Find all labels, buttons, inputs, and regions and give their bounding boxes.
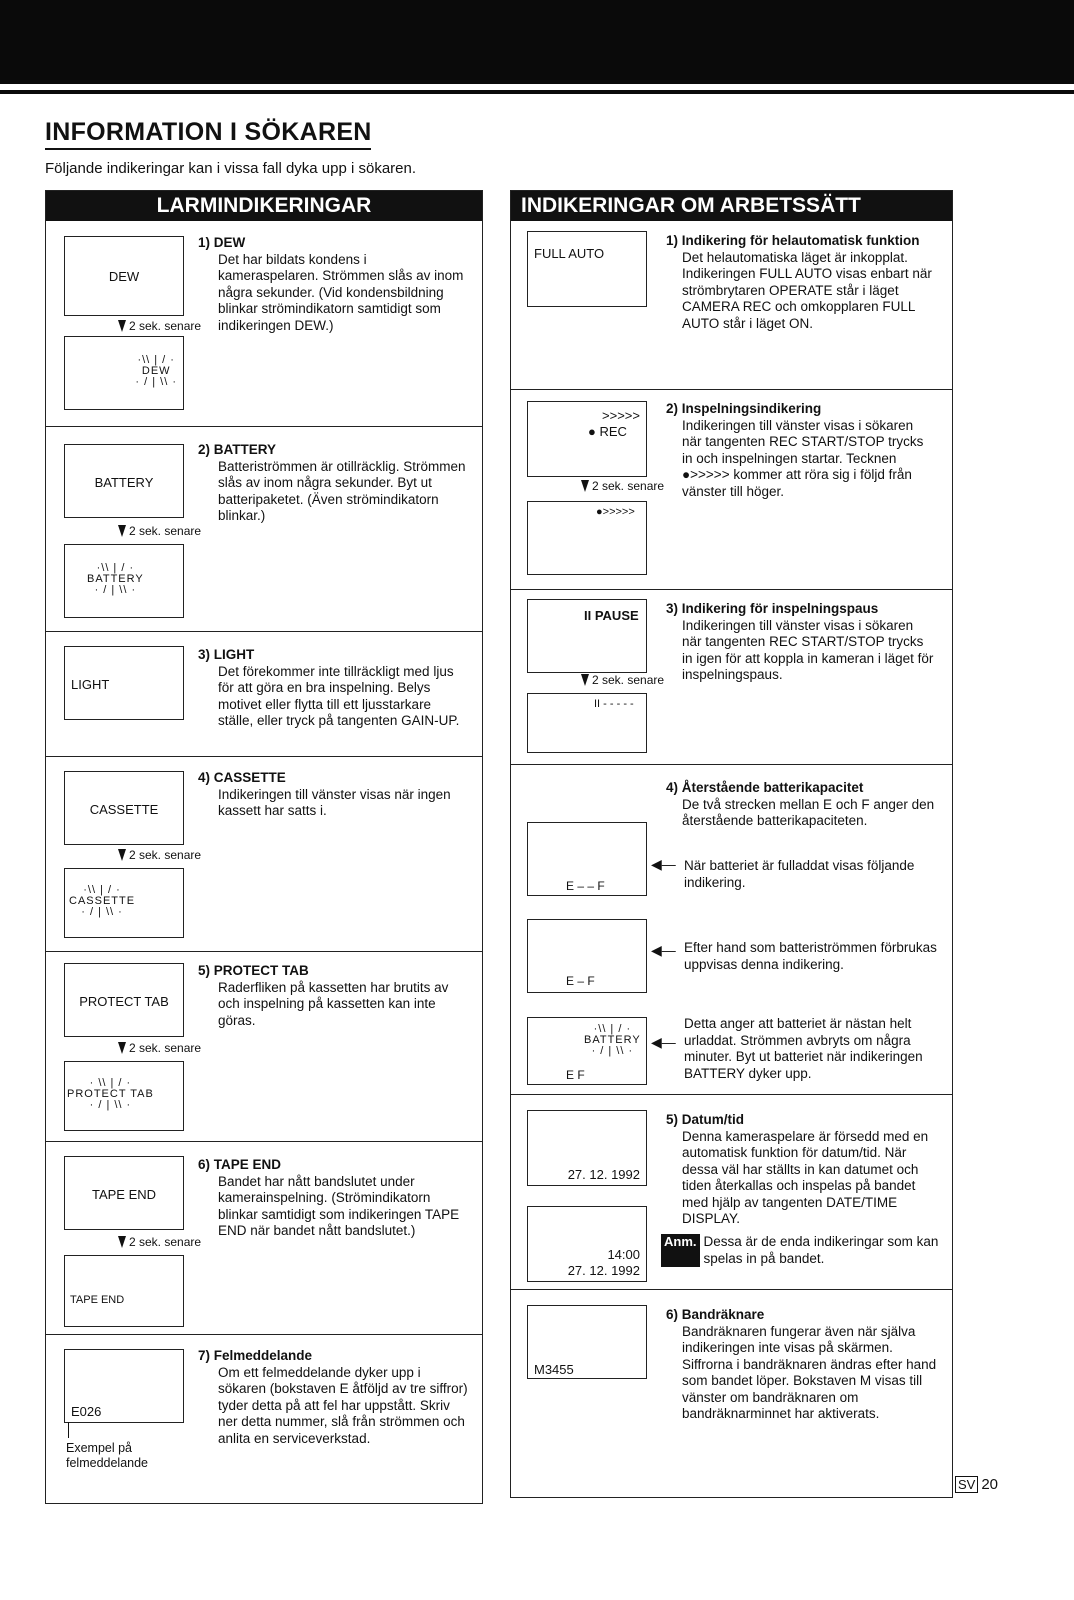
vf-text: E – F xyxy=(566,974,595,988)
section-light xyxy=(46,631,482,757)
section-dew xyxy=(46,221,482,427)
alarm-header: LARMINDIKERINGAR xyxy=(46,191,482,221)
later-label: 2 sek. senare xyxy=(129,524,202,538)
counter-text xyxy=(666,1307,941,1423)
vf-text: TAPE END xyxy=(91,1187,157,1202)
viewfinder-date xyxy=(527,1110,647,1186)
viewfinder-light xyxy=(64,646,184,720)
section-protect-tab xyxy=(46,951,482,1142)
item-body: Batteriströmmen är otillräcklig. Strömmen slås av inom några sekunder. Byt ut batteripaketet. (Även strömindikatorn blinkar.) xyxy=(218,458,466,523)
vf-text: DEW xyxy=(108,269,140,284)
blinking-indicator: ·\\ | / · BATTERY · / | \\ · xyxy=(584,1023,641,1057)
pause-text xyxy=(666,601,936,684)
item-body: Det förekommer inte tillräckligt med ljus för att göra en bra inspelning. Belys motivet eller flytta till ett ljusstarkare ställe, eller tryck på tangenten GAIN-UP. xyxy=(218,663,460,728)
note-badge: Anm. xyxy=(661,1234,700,1267)
later-arrow xyxy=(118,524,201,538)
top-rule xyxy=(0,90,1074,94)
item-body: Denna kameraspelare är försedd med en automatisk funktion för datum/tid. När dessa väl har ställts in kan datumet och tiden återkallas och inspelas på bandet med hjälp av tangenten DATE/TIME DISPLAY. xyxy=(682,1128,929,1226)
section-battery-capacity xyxy=(511,764,952,1095)
cassette-text xyxy=(198,770,470,820)
item-body: Indikeringen till vänster visas i sökaren när tangenten REC START/STOP trycks in igen för att koppla in kameran i läget för inspelningspaus. xyxy=(682,617,934,682)
light-text xyxy=(198,647,470,730)
item-heading: 2) BATTERY xyxy=(198,442,277,457)
vf-text: TAPE END xyxy=(70,1294,125,1306)
vf-text: LIGHT xyxy=(71,677,110,692)
note-text: Dessa är de enda indikeringar som kan spelas in på bandet. xyxy=(703,1234,939,1266)
section-rec xyxy=(511,389,952,590)
vf-text: PROTECT TAB xyxy=(79,994,169,1009)
viewfinder-protect-tab xyxy=(64,963,184,1037)
viewfinder-rec xyxy=(527,401,647,477)
vf-text: 27. 12. 1992 xyxy=(567,1167,640,1182)
datetime-text xyxy=(666,1112,941,1228)
blinking-indicator: ·\\ | / · BATTERY · / | \\ · xyxy=(87,562,144,596)
later-arrow xyxy=(118,848,201,862)
rec-text xyxy=(666,401,936,500)
vf-text: II - - - - - xyxy=(594,698,634,710)
item-heading: 4) CASSETTE xyxy=(198,770,286,785)
top-banner xyxy=(0,0,1074,84)
section-tape-end xyxy=(46,1141,482,1335)
title-underline xyxy=(45,148,371,150)
alarm-indications-panel xyxy=(45,190,483,1504)
item-heading: 1) DEW xyxy=(198,235,246,250)
error-caption: Exempel på felmeddelande xyxy=(66,1441,149,1470)
left-arrow-icon: ◀— xyxy=(651,856,676,872)
dew-text xyxy=(198,235,470,334)
later-label: 2 sek. senare xyxy=(129,319,202,333)
viewfinder-dew xyxy=(64,236,184,316)
item-heading: 5) PROTECT TAB xyxy=(198,963,309,978)
item-body: Raderfliken på kassetten har brutits av och inspelning på kassetten kan inte göras. xyxy=(218,979,449,1028)
viewfinder-protect-tab-blink xyxy=(64,1061,184,1131)
battery-text xyxy=(198,442,470,525)
datetime-note xyxy=(661,1234,941,1267)
lang-badge: SV xyxy=(955,1476,978,1493)
viewfinder-error xyxy=(64,1349,184,1423)
protect-tab-text xyxy=(198,963,470,1029)
page-title: INFORMATION I SÖKAREN xyxy=(45,118,372,146)
later-label: 2 sek. senare xyxy=(129,1041,202,1055)
vf-text: CASSETTE xyxy=(89,802,159,817)
item-heading: 3) LIGHT xyxy=(198,647,255,662)
caption-leader xyxy=(68,1422,69,1438)
section-cassette xyxy=(46,756,482,952)
later-arrow xyxy=(118,1041,201,1055)
left-arrow-icon: ◀— xyxy=(651,942,676,958)
battery-half-text: Efter hand som batteriströmmen förbrukas uppvisas denna indikering. xyxy=(684,940,937,972)
section-pause xyxy=(511,589,952,765)
section-battery xyxy=(46,426,482,632)
viewfinder-full-auto xyxy=(527,231,647,307)
item-body: Bandet har nått bandslutet under kamerainspelning. (Strömindikatorn blinkar samtidigt som indikeringen TAPE END när bandet nått bandslutet.) xyxy=(218,1173,460,1238)
viewfinder-battery-half xyxy=(527,919,647,993)
item-body: De två strecken mellan E och F anger den återstående batterikapaciteten. xyxy=(682,796,935,828)
viewfinder-cassette xyxy=(64,771,184,845)
later-label: 2 sek. senare xyxy=(592,479,665,493)
item-body: Det helautomatiska läget är inkopplat. Indikeringen FULL AUTO visas enbart när strömbrytaren OPERATE står i läget CAMERA REC och omkopplaren FULL AUTO står i läget ON. xyxy=(682,249,932,331)
item-body: Om ett felmeddelande dyker upp i sökaren (bokstaven E åtföljd av tre siffror) tyder detta på att fel har uppstått. Skriv ner detta nummer, slå från strömmen och anlita en serviceverkstad. xyxy=(218,1364,468,1446)
viewfinder-counter xyxy=(527,1305,647,1379)
vf-arrows: >>>>> xyxy=(602,408,640,423)
item-heading: 4) Återstående batterikapacitet xyxy=(666,780,864,795)
viewfinder-battery-full xyxy=(527,822,647,896)
tape-end-text xyxy=(198,1157,470,1240)
section-datetime xyxy=(511,1094,952,1290)
item-body: Indikeringen till vänster visas när ingen kassett har satts i. xyxy=(218,786,451,818)
blinking-indicator: · \\ | / · PROTECT TAB · / | \\ · xyxy=(67,1077,154,1111)
operation-indications-panel xyxy=(510,190,953,1498)
item-heading: 1) Indikering för helautomatisk funktion xyxy=(666,233,920,248)
vf-text: M3455 xyxy=(534,1362,574,1377)
blinking-indicator: ·\\ | / · CASSETTE · / | \\ · xyxy=(69,884,136,918)
vf-text: E026 xyxy=(71,1404,102,1419)
battery-empty-text: Detta anger att batteriet är nästan helt urladdat. Strömmen avbryts om några minuter. Byt ut batteriet när indikeringen BATTERY dyker upp. xyxy=(684,1016,923,1081)
item-body: Bandräknaren fungerar även när själva indikeringen inte visas på skärmen. Siffrorna i bandräknaren ändras efter hand som bandet löper. Bokstaven M visas till vänster om bandräknaren om bandräknarminnet har aktiverats. xyxy=(682,1323,937,1421)
viewfinder-pause-2 xyxy=(527,693,647,753)
viewfinder-pause xyxy=(527,599,647,673)
battery-capacity-text xyxy=(666,780,936,830)
item-heading: 2) Inspelningsindikering xyxy=(666,401,822,416)
item-heading: 6) TAPE END xyxy=(198,1157,282,1172)
vf-text: E F xyxy=(566,1068,585,1082)
item-body: Det har bildats kondens i kameraspelaren. Strömmen slås av inom några sekunder. (Vid kondensbildning blinkar strömindikatorn samtidigt som indikeringen DEW.) xyxy=(218,251,464,333)
viewfinder-battery-blink xyxy=(64,544,184,618)
viewfinder-battery-empty xyxy=(527,1017,647,1085)
later-arrow xyxy=(581,673,664,687)
vf-text: ●>>>>> xyxy=(596,506,635,518)
section-counter xyxy=(511,1289,952,1489)
section-full-auto xyxy=(511,221,952,390)
item-heading: 6) Bandräknare xyxy=(666,1307,765,1322)
vf-text: II PAUSE xyxy=(584,608,639,623)
later-arrow xyxy=(118,1235,201,1249)
vf-text: BATTERY xyxy=(94,475,154,490)
viewfinder-dew-blink xyxy=(64,336,184,410)
later-label: 2 sek. senare xyxy=(129,848,202,862)
vf-date: 27. 12. 1992 xyxy=(567,1263,640,1278)
error-text xyxy=(198,1348,470,1447)
item-heading: 7) Felmeddelande xyxy=(198,1348,313,1363)
item-heading: 5) Datum/tid xyxy=(666,1112,745,1127)
vf-text: ● REC xyxy=(588,424,627,439)
later-label: 2 sek. senare xyxy=(592,673,665,687)
intro-text: Följande indikeringar kan i vissa fall dyka upp i sökaren. xyxy=(45,160,417,177)
later-arrow xyxy=(118,319,201,333)
viewfinder-cassette-blink xyxy=(64,868,184,938)
battery-full-text: När batteriet är fulladdat visas följande indikering. xyxy=(684,858,915,890)
viewfinder-battery xyxy=(64,444,184,518)
vf-time: 14:00 xyxy=(607,1247,640,1262)
vf-text: FULL AUTO xyxy=(534,246,605,261)
page-number xyxy=(955,1476,998,1493)
item-heading: 3) Indikering för inspelningspaus xyxy=(666,601,879,616)
full-auto-text xyxy=(666,233,936,332)
viewfinder-tape-end-2 xyxy=(64,1255,184,1327)
viewfinder-datetime xyxy=(527,1206,647,1282)
later-arrow xyxy=(581,479,664,493)
operation-header: INDIKERINGAR OM ARBETSSÄTT xyxy=(511,191,952,221)
item-body: Indikeringen till vänster visas i sökaren när tangenten REC START/STOP trycks in och inspelningen startar. Tecknen ●>>>>> kommer att röra sig i följd från vänster till höger. xyxy=(682,417,924,499)
page-number-text: 20 xyxy=(981,1476,999,1493)
viewfinder-rec-2 xyxy=(527,501,647,575)
vf-text: E – – F xyxy=(566,879,605,893)
blinking-indicator: ·\\ | / · DEW · / | \\ · xyxy=(135,354,177,388)
viewfinder-tape-end xyxy=(64,1156,184,1230)
later-label: 2 sek. senare xyxy=(129,1235,202,1249)
section-error xyxy=(46,1334,482,1504)
left-arrow-icon: ◀— xyxy=(651,1034,676,1050)
